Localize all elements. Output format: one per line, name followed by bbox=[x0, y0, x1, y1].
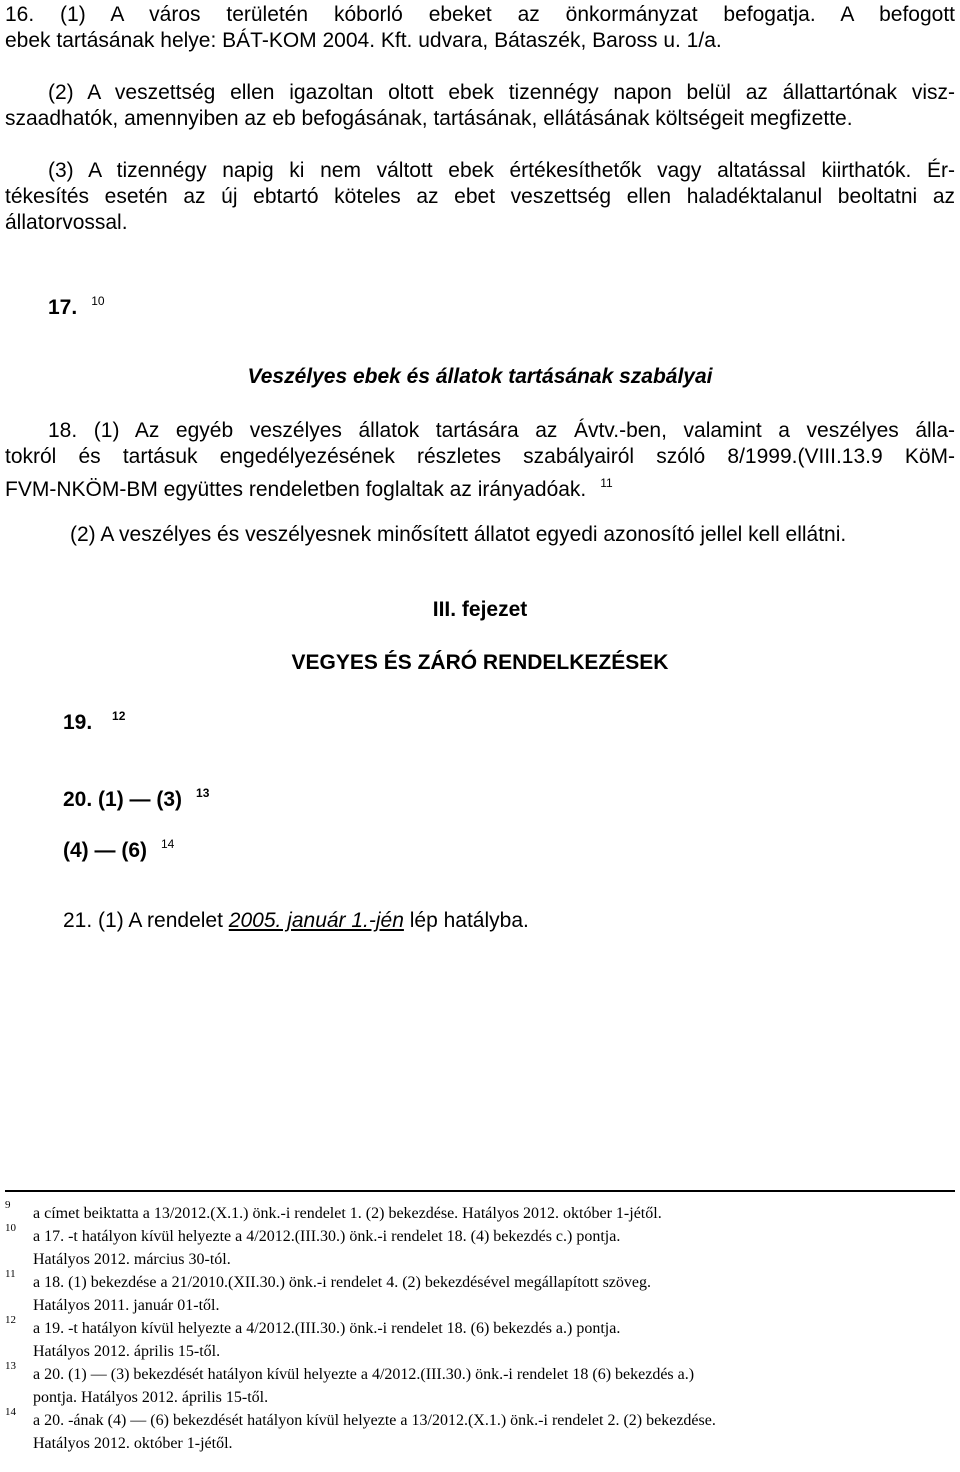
chapter-number: III. fejezet bbox=[432, 598, 528, 621]
footnote-ref[interactable]: 10 bbox=[91, 294, 105, 308]
footnote-number: 10 bbox=[5, 1222, 16, 1234]
section-20-label bbox=[63, 780, 463, 813]
text-prefix: 21. (1) A rendelet bbox=[63, 909, 229, 932]
footnote-ref[interactable]: 13 bbox=[196, 786, 210, 800]
text-line: FVM-NKÖM-BM együttes rendeletben foglaltak az irányadóak. bbox=[5, 478, 587, 501]
section-18-paragraph-1-cont bbox=[5, 444, 955, 503]
footnote-number: 12 bbox=[5, 1314, 16, 1326]
footnote-separator bbox=[5, 1190, 955, 1192]
section-18-paragraph-1 bbox=[48, 418, 955, 444]
footnote-number: 9 bbox=[5, 1199, 11, 1211]
text-line: szaadhatók, amennyiben az eb befogásának, tartásának, ellátásának költségeit megfizette. bbox=[5, 107, 853, 130]
text-line: (2) A veszettség ellen igazoltan oltott ebek tizennégy napon belül az állattartónak visz- bbox=[48, 81, 955, 104]
footnote-text: a 17. -t hatályon kívül helyezte a 4/2012.(III.30.) önk.-i rendelet 18. (4) bekezdés c.) pontja. bbox=[33, 1228, 621, 1245]
footnote-text: Hatályos 2012. október 1-jétől. bbox=[33, 1435, 233, 1452]
section-18-paragraph-2: (2) A veszélyes és veszélyesnek minősített állatot egyedi azonosító jellel kell ellátni. bbox=[70, 523, 847, 546]
section-21-paragraph-1 bbox=[63, 908, 953, 934]
text-line: állatorvossal. bbox=[5, 211, 128, 234]
footnote-number: 13 bbox=[5, 1360, 16, 1372]
footnote-number: 14 bbox=[5, 1406, 16, 1418]
footnote-text: Hatályos 2012. április 15-től. bbox=[33, 1343, 221, 1360]
section-number: 19. bbox=[63, 711, 99, 734]
text-suffix: lép hatályba. bbox=[403, 909, 529, 932]
footnote-text: a címet beiktatta a 13/2012.(X.1.) önk.-i rendelet 1. (2) bekezdése. Hatályos 2012. október 1-jétől. bbox=[33, 1205, 662, 1222]
text-line: tokról és tartásuk engedélyezésének részletes szabályairól szóló 8/1999.(VIII.13.9 KöM- bbox=[5, 445, 955, 468]
footnote-number: 11 bbox=[5, 1268, 16, 1280]
paragraph-range: (4) — (6) bbox=[63, 839, 147, 862]
section-16-paragraph-1 bbox=[5, 2, 955, 54]
section-number: 17. bbox=[48, 296, 78, 319]
text-line: tékesítés esetén az új ebtartó köteles az ebet veszettség ellen haladéktalanul beoltatni az bbox=[5, 185, 955, 208]
section-number: 20. (1) — (3) bbox=[63, 788, 183, 811]
section-16-paragraph-3-cont bbox=[5, 184, 955, 236]
footnote-text: Hatályos 2012. március 30-tól. bbox=[33, 1251, 231, 1268]
section-20-paragraph-4-6 bbox=[63, 831, 463, 864]
footnote-ref[interactable]: 14 bbox=[161, 837, 175, 851]
section-16-paragraph-3 bbox=[48, 158, 955, 184]
footnote-ref[interactable]: 12 bbox=[112, 709, 126, 723]
chapter-title: VEGYES ÉS ZÁRÓ RENDELKEZÉSEK bbox=[291, 651, 669, 674]
section-16-paragraph-2-cont bbox=[5, 106, 955, 132]
text-line: (3) A tizennégy napig ki nem váltott ebek értékesíthetők vagy altatással kiirthatók. Ér- bbox=[48, 159, 955, 182]
text-line: 16. (1) A város területén kóborló ebeket az önkormányzat befogatja. A befogott bbox=[5, 3, 955, 26]
footnote-text: a 18. (1) bekezdése a 21/2010.(XII.30.) önk.-i rendelet 4. (2) bekezdésével megállapított szöveg. bbox=[33, 1274, 651, 1291]
footnote-text: a 19. -t hatályon kívül helyezte a 4/2012.(III.30.) önk.-i rendelet 18. (6) bekezdés a.) pontja. bbox=[33, 1320, 621, 1337]
effective-date-link[interactable]: 2005. január 1.-jén bbox=[228, 909, 404, 932]
footnote-text: a 20. (1) — (3) bekezdését hatályon kívül helyezte a 4/2012.(III.30.) önk.-i rendelet 18 (6) bekezdés a.) bbox=[33, 1366, 695, 1383]
text-line: ebek tartásának helye: BÁT-KOM 2004. Kft. udvara, Bátaszék, Baross u. 1/a. bbox=[5, 29, 722, 52]
footnote-text: pontja. Hatályos 2012. április 15-től. bbox=[33, 1389, 269, 1406]
section-17-heading: Veszélyes ebek és állatok tartásának szabályai bbox=[247, 365, 713, 388]
footnote-ref[interactable]: 11 bbox=[600, 476, 613, 490]
text-line: 18. (1) Az egyéb veszélyes állatok tartására az Ávtv.-ben, valamint a veszélyes álla- bbox=[48, 419, 955, 442]
footnote-text: Hatályos 2011. január 01-től. bbox=[33, 1297, 220, 1314]
section-16-paragraph-2 bbox=[48, 80, 955, 106]
section-19-label bbox=[63, 703, 363, 736]
section-17-label bbox=[48, 288, 348, 321]
footnote-text: a 20. -ának (4) — (6) bekezdését hatályon kívül helyezte a 13/2012.(X.1.) önk.-i rendelet 2. (2) bekezdése. bbox=[33, 1412, 716, 1429]
